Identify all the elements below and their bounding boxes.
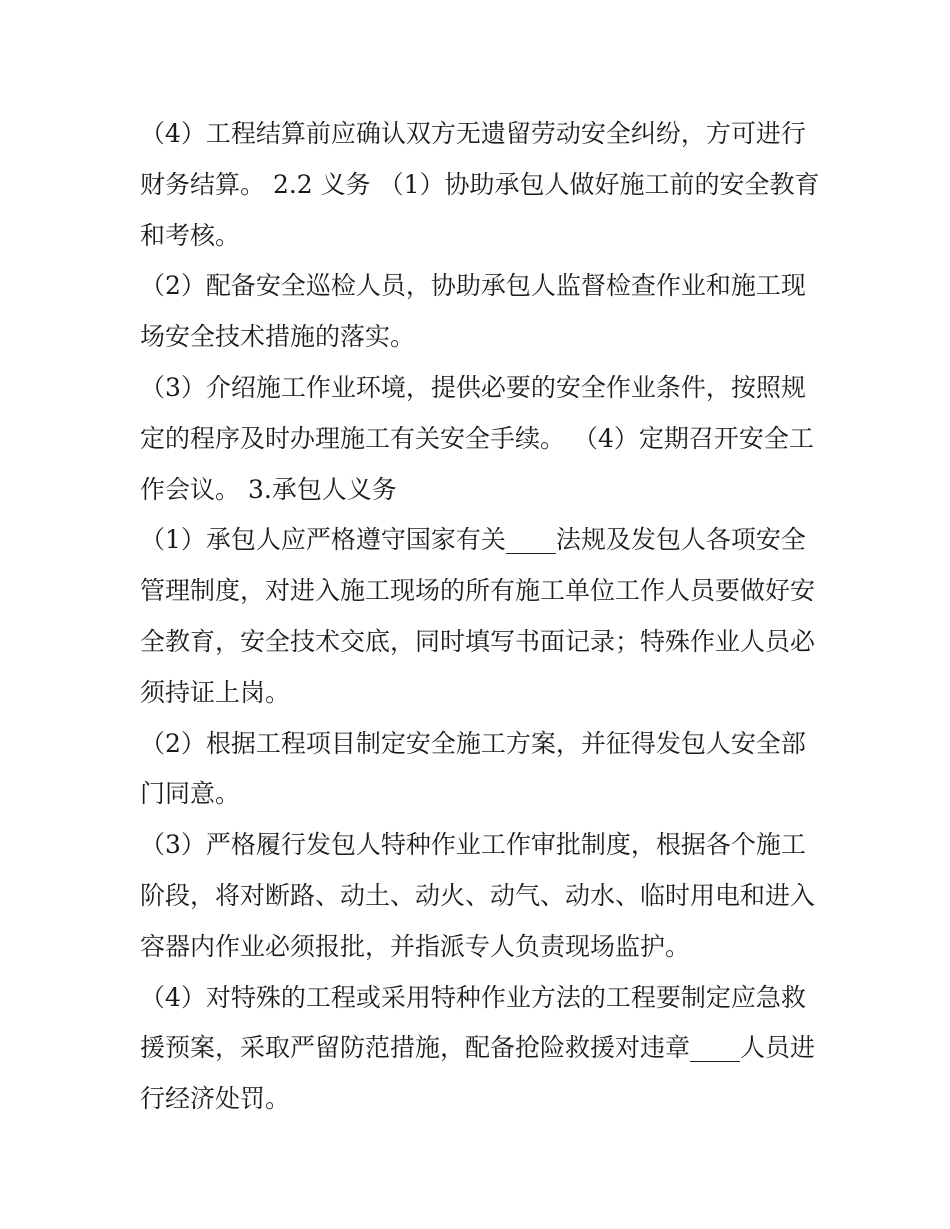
text-line: 定的程序及时办理施工有关安全手续。 （4）定期召开安全工 bbox=[140, 423, 814, 453]
text-line: （4）对特殊的工程或采用特种作业方法的工程要制定应急救 bbox=[140, 982, 806, 1012]
text-line: 财务结算。 2.2 义务 （1）协助承包人做好施工前的安全教育 bbox=[140, 169, 820, 199]
text-line: 门同意。 bbox=[140, 779, 241, 809]
text-line: 管理制度，对进入施工现场的所有施工单位工作人员要做好安 bbox=[140, 576, 816, 606]
text-line: 场安全技术措施的落实。 bbox=[140, 322, 416, 352]
text-line: 和考核。 bbox=[140, 220, 241, 250]
text-line: （2）根据工程项目制定安全施工方案，并征得发包人安全部 bbox=[140, 728, 806, 758]
text-line: （3）严格履行发包人特种作业工作审批制度，根据各个施工 bbox=[140, 830, 806, 860]
text-line: 阶段，将对断路、动土、动火、动气、动水、临时用电和进入 bbox=[140, 880, 816, 910]
text-line: 全教育，安全技术交底，同时填写书面记录；特殊作业人员必 bbox=[140, 626, 816, 656]
text-line: （4）工程结算前应确认双方无遗留劳动安全纠纷，方可进行 bbox=[140, 119, 806, 148]
text-line: （2）配备安全巡检人员，协助承包人监督检查作业和施工现 bbox=[140, 271, 806, 301]
text-line: 援预案，采取严留防范措施，配备抢险救援对违章____人员进 bbox=[140, 1033, 816, 1063]
document-body bbox=[140, 109, 820, 1125]
text-line: （1）承包人应严格遵守国家有关____法规及发包人各项安全 bbox=[140, 525, 806, 555]
text-line: （3）介绍施工作业环境，提供必要的安全作业条件，按照规 bbox=[140, 372, 806, 402]
text-line: 须持证上岗。 bbox=[140, 677, 291, 707]
text-line: 作会议。 3.承包人义务 bbox=[140, 474, 397, 504]
text-line: 行经济处罚。 bbox=[140, 1084, 291, 1114]
text-line: 容器内作业必须报批，并指派专人负责现场监护。 bbox=[140, 931, 691, 961]
